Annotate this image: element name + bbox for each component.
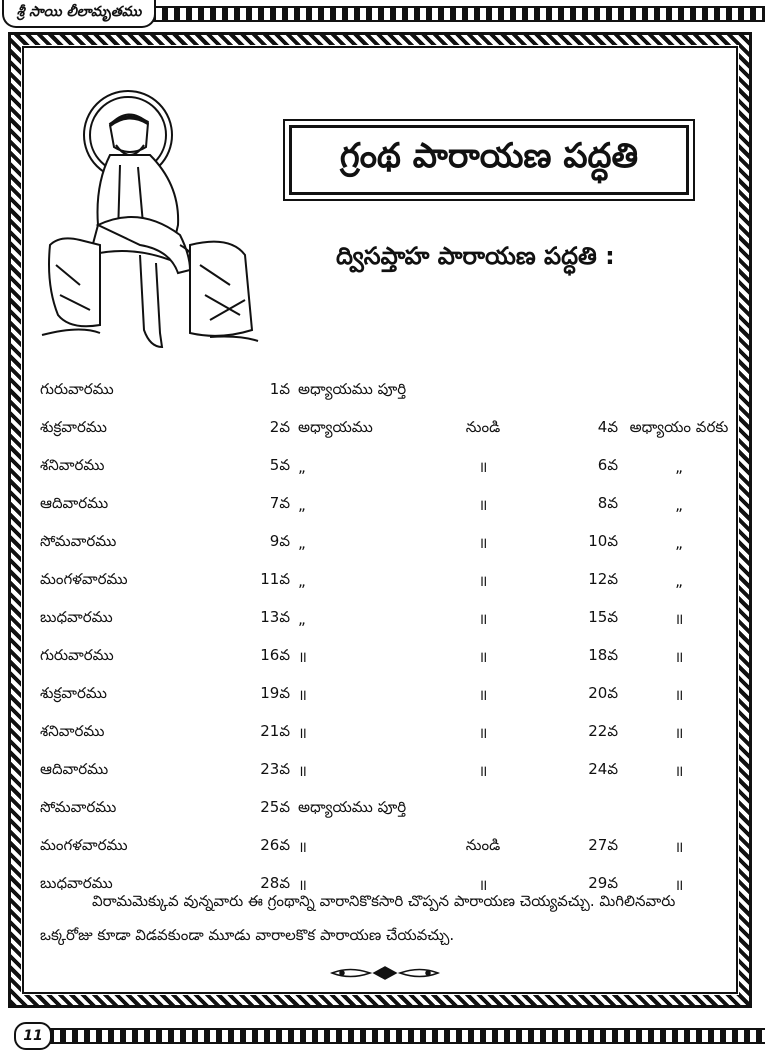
mid-cell: ॥ [478, 686, 488, 704]
mid-cell: ॥ [478, 572, 488, 590]
table-row [40, 714, 740, 752]
end-cell [618, 790, 740, 828]
mid-cell: నుండి [465, 418, 501, 436]
table-row [40, 486, 740, 524]
header-border [150, 6, 765, 22]
day-cell: ఆదివారము [40, 760, 109, 778]
mid-cell: ॥ [478, 724, 488, 742]
mid-cell: ॥ [478, 610, 488, 628]
day-cell: గురువారము [40, 380, 114, 398]
end-cell: ॥ [674, 876, 684, 894]
end-cell: ॥ [674, 648, 684, 666]
end-cell: ॥ [674, 610, 684, 628]
day-cell: బుధవారము [40, 608, 113, 626]
from-chapter-cell: 11వ [260, 570, 290, 588]
to-chapter-cell: 24వ [588, 760, 618, 778]
table-row [40, 410, 740, 448]
table-row [40, 752, 740, 790]
from-chapter-cell: 21వ [260, 722, 290, 740]
to-chapter-cell: 4వ [597, 418, 618, 436]
day-cell: బుధవారము [40, 874, 113, 892]
to-chapter-cell: 8వ [597, 494, 618, 512]
header-book-title: శ్రీ సాయి లీలామృతము [2, 0, 156, 28]
to-chapter-cell [538, 372, 618, 410]
to-chapter-cell: 20వ [588, 684, 618, 702]
from-chapter-cell: 28వ [260, 874, 290, 892]
mid-cell: ॥ [478, 762, 488, 780]
end-cell: ॥ [674, 838, 684, 856]
mid-cell: ॥ [478, 876, 488, 894]
from-chapter-cell: 23వ [260, 760, 290, 778]
end-cell: „ [675, 496, 683, 514]
table-row [40, 448, 740, 486]
table-row [40, 676, 740, 714]
footer-border [48, 1028, 765, 1044]
chapter-word-cell: „ [298, 572, 306, 590]
to-chapter-cell: 12వ [588, 570, 618, 588]
day-cell: గురువారము [40, 646, 114, 664]
from-chapter-cell: 7వ [269, 494, 290, 512]
to-chapter-cell: 18వ [588, 646, 618, 664]
table-row [40, 600, 740, 638]
table-row [40, 828, 740, 866]
chapter-word-cell: „ [298, 496, 306, 514]
day-cell: మంగళవారము [40, 836, 128, 854]
to-chapter-cell: 10వ [588, 532, 618, 550]
note-paragraph [40, 884, 740, 952]
chapter-word-cell: ॥ [298, 648, 307, 666]
day-cell: ఆదివారము [40, 494, 109, 512]
to-chapter-cell: 6వ [597, 456, 618, 474]
from-chapter-cell: 9వ [269, 532, 290, 550]
chapter-word-cell: ॥ [298, 838, 307, 856]
chapter-word-cell: అధ్యాయము పూర్తి [298, 798, 407, 816]
chapter-word-cell: „ [298, 610, 306, 628]
reading-schedule-table [40, 372, 740, 904]
chapter-word-cell: ॥ [298, 876, 307, 894]
page-title: గ్రంథ పారాయణ పద్ధతి [289, 125, 689, 195]
end-cell: ॥ [674, 686, 684, 704]
end-cell: „ [675, 572, 683, 590]
from-chapter-cell: 1వ [269, 380, 290, 398]
day-cell: సోమవారము [40, 532, 117, 550]
sai-baba-illustration [40, 85, 260, 370]
note-line [40, 884, 740, 918]
page-subtitle: ద్విసప్తాహ పారాయణ పద్ధతి : [336, 242, 615, 270]
end-cell: „ [675, 534, 683, 552]
mid-cell: ॥ [478, 648, 488, 666]
to-chapter-cell: 27వ [588, 836, 618, 854]
mid-cell: నుండి [465, 836, 501, 854]
from-chapter-cell: 16వ [260, 646, 290, 664]
from-chapter-cell: 25వ [260, 798, 290, 816]
chapter-word-cell: „ [298, 458, 306, 476]
from-chapter-cell: 2వ [269, 418, 290, 436]
day-cell: శనివారము [40, 456, 105, 474]
mid-cell: ॥ [478, 458, 488, 476]
end-cell: „ [675, 458, 683, 476]
chapter-word-cell: ॥ [298, 686, 307, 704]
chapter-word-cell: ॥ [298, 724, 307, 742]
mid-cell: ॥ [478, 534, 488, 552]
table-row [40, 638, 740, 676]
table-row [40, 562, 740, 600]
day-cell: శుక్రవారము [40, 418, 107, 436]
table-row [40, 790, 740, 828]
chapter-word-cell: అధ్యాయము [298, 418, 373, 436]
chapter-word-cell: అధ్యాయము పూర్తి [298, 380, 407, 398]
table-row [40, 372, 740, 410]
end-cell: ॥ [674, 762, 684, 780]
to-chapter-cell: 22వ [588, 722, 618, 740]
to-chapter-cell: 15వ [588, 608, 618, 626]
divider-ornament-icon [330, 964, 440, 982]
day-cell: శనివారము [40, 722, 105, 740]
table-row [40, 524, 740, 562]
from-chapter-cell: 5వ [269, 456, 290, 474]
page-number: 11 [14, 1022, 52, 1050]
from-chapter-cell: 19వ [260, 684, 290, 702]
end-cell [618, 372, 740, 410]
mid-cell: ॥ [478, 496, 488, 514]
chapter-word-cell: ॥ [298, 762, 307, 780]
to-chapter-cell: 29వ [588, 874, 618, 892]
end-cell: అధ్యాయం వరకు [629, 418, 729, 436]
day-cell: సోమవారము [40, 798, 117, 816]
from-chapter-cell: 26వ [260, 836, 290, 854]
chapter-word-cell: „ [298, 534, 306, 552]
day-cell: మంగళవారము [40, 570, 128, 588]
from-chapter-cell: 13వ [260, 608, 290, 626]
to-chapter-cell [538, 790, 618, 828]
note-text: విరామమెక్కువ వున్నవారు ఈ గ్రంథాన్ని వారానికొకసారి చొప్పన పారాయణ చెయ్యవచ్చు. మిగిలినవారు [92, 892, 676, 910]
end-cell: ॥ [674, 724, 684, 742]
day-cell: శుక్రవారము [40, 684, 107, 702]
note-line: ఒక్కరోజు కూడా విడవకుండా మూడు వారాలకొక పారాయణ చేయవచ్చు. [40, 926, 455, 944]
